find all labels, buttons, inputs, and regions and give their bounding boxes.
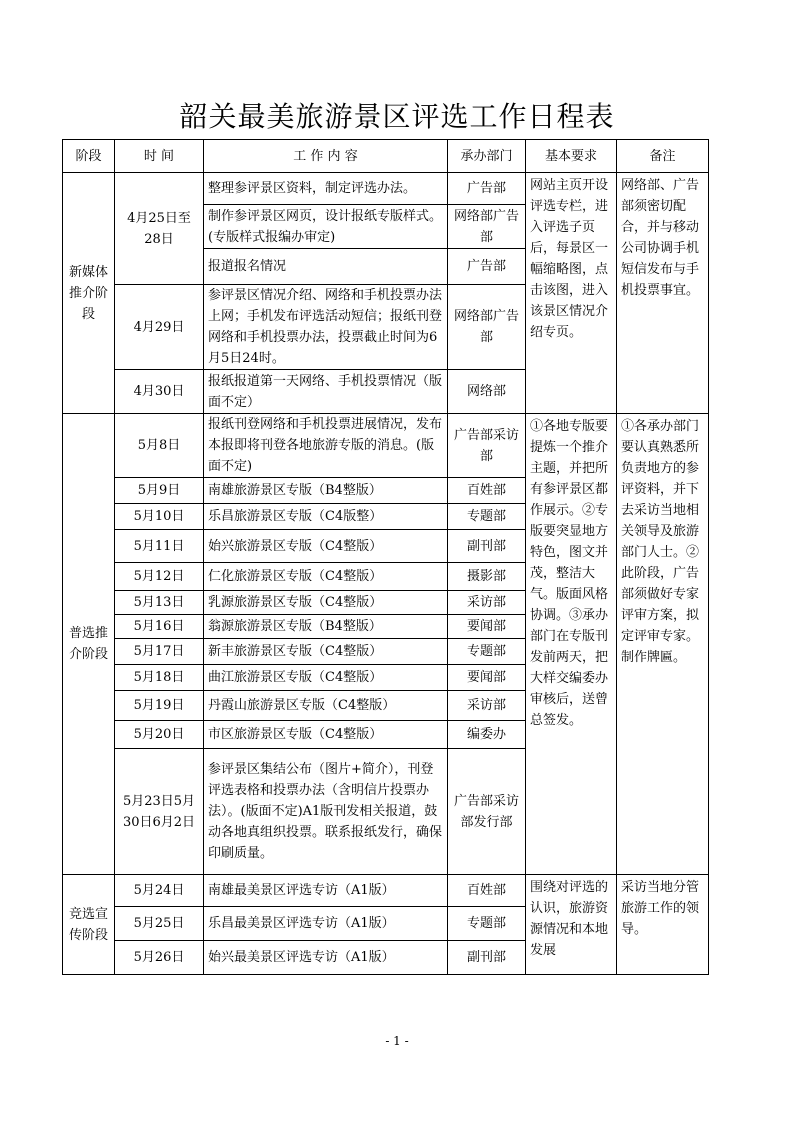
date-cell: 5月12日 xyxy=(115,563,204,591)
dept-cell: 副刊部 xyxy=(448,530,526,563)
requirement-cell: ①各地专版要提炼一个推介主题，并把所有参评景区都作展示。②专版要突显地方特色，图文并茂，整洁大气。版面风格协调。③承办部门在专版刊发前两天，把大样交编委办审核后，送曾总签发。 xyxy=(526,414,617,875)
dept-cell: 百姓部 xyxy=(448,875,526,907)
date-cell: 5月25日 xyxy=(115,907,204,941)
date-cell: 5月17日 xyxy=(115,639,204,665)
content-cell: 始兴旅游景区专版（C4整版） xyxy=(204,530,448,563)
header-remark: 备注 xyxy=(617,140,709,173)
requirement-cell: 网站主页开设评选专栏，进入评选子页后，每景区一幅缩略图，点击该图，进入该景区情况介绍专页。 xyxy=(526,173,617,414)
content-cell: 报纸报道第一天网络、手机投票情况（版面不定） xyxy=(204,370,448,414)
header-content: 工 作 内 容 xyxy=(204,140,448,173)
content-cell: 丹霞山旅游景区专版（C4整版） xyxy=(204,691,448,721)
remark-cell: 采访当地分管旅游工作的领导。 xyxy=(617,875,709,975)
date-cell: 5月9日 xyxy=(115,478,204,504)
header-stage: 阶段 xyxy=(63,140,115,173)
stage-cell: 普选推介阶段 xyxy=(63,414,115,875)
date-cell: 5月13日 xyxy=(115,591,204,615)
header-requirement: 基本要求 xyxy=(526,140,617,173)
dept-cell: 专题部 xyxy=(448,639,526,665)
dept-cell: 摄影部 xyxy=(448,563,526,591)
dept-cell: 网络部广告部 xyxy=(448,285,526,370)
dept-cell: 采访部 xyxy=(448,591,526,615)
content-cell: 翁源旅游景区专版（B4整版） xyxy=(204,615,448,639)
table-row xyxy=(63,173,709,205)
requirement-cell: 围绕对评选的认识，旅游资源情况和本地发展 xyxy=(526,875,617,975)
dept-cell: 网络部广告部 xyxy=(448,205,526,249)
content-cell: 南雄旅游景区专版（B4整版） xyxy=(204,478,448,504)
schedule-table xyxy=(62,139,709,975)
date-cell: 5月16日 xyxy=(115,615,204,639)
date-cell: 4月29日 xyxy=(115,285,204,370)
date-cell: 5月23日5月30日6月2日 xyxy=(115,749,204,875)
date-cell: 5月24日 xyxy=(115,875,204,907)
page-number: - 1 - xyxy=(385,1034,409,1048)
stage-cell: 新媒体推介阶段 xyxy=(63,173,115,414)
content-cell: 报纸刊登网络和手机投票进展情况，发布本报即将刊登各地旅游专版的消息。(版面不定) xyxy=(204,414,448,478)
header-time: 时 间 xyxy=(115,140,204,173)
content-cell: 南雄最美景区评选专访（A1版） xyxy=(204,875,448,907)
content-cell: 参评景区集结公布（图片+简介），刊登评选表格和投票办法（含明信片投票办法）。(版面不定)A1版刊发相关报道，鼓动各地真组织投票。联系报纸发行，确保印刷质量。 xyxy=(204,749,448,875)
content-cell: 仁化旅游景区专版（C4整版） xyxy=(204,563,448,591)
dept-cell: 网络部 xyxy=(448,370,526,414)
content-cell: 曲江旅游景区专版（C4整版） xyxy=(204,665,448,691)
dept-cell: 百姓部 xyxy=(448,478,526,504)
dept-cell: 广告部采访部 xyxy=(448,414,526,478)
remark-cell: 网络部、广告部须密切配合，并与移动公司协调手机短信发布与手机投票事宜。 xyxy=(617,173,709,414)
dept-cell: 要闻部 xyxy=(448,615,526,639)
dept-cell: 广告部采访部发行部 xyxy=(448,749,526,875)
dept-cell: 广告部 xyxy=(448,249,526,285)
date-cell: 5月20日 xyxy=(115,721,204,749)
content-cell: 始兴最美景区评选专访（A1版） xyxy=(204,941,448,975)
table-header-row xyxy=(63,140,709,173)
content-cell: 报道报名情况 xyxy=(204,249,448,285)
content-cell: 乐昌最美景区评选专访（A1版） xyxy=(204,907,448,941)
dept-cell: 专题部 xyxy=(448,907,526,941)
content-cell: 整理参评景区资料，制定评选办法。 xyxy=(204,173,448,205)
stage-cell: 竞选宣传阶段 xyxy=(63,875,115,975)
date-cell: 5月8日 xyxy=(115,414,204,478)
date-cell: 4月25日至28日 xyxy=(115,173,204,285)
date-cell: 5月10日 xyxy=(115,504,204,530)
date-cell: 5月19日 xyxy=(115,691,204,721)
content-cell: 制作参评景区网页，设计报纸专版样式。(专版样式报编办审定) xyxy=(204,205,448,249)
table-row xyxy=(63,414,709,478)
dept-cell: 副刊部 xyxy=(448,941,526,975)
date-cell: 5月18日 xyxy=(115,665,204,691)
document-title: 韶关最美旅游景区评选工作日程表 xyxy=(179,100,615,133)
date-cell: 4月30日 xyxy=(115,370,204,414)
content-cell: 参评景区情况介绍、网络和手机投票办法上网；手机发布评选活动短信；报纸刊登网络和手机投票办法，投票截止时间为6月5日24时。 xyxy=(204,285,448,370)
content-cell: 乳源旅游景区专版（C4整版） xyxy=(204,591,448,615)
dept-cell: 广告部 xyxy=(448,173,526,205)
content-cell: 乐昌旅游景区专版（C4版整） xyxy=(204,504,448,530)
content-cell: 新丰旅游景区专版（C4整版） xyxy=(204,639,448,665)
remark-cell: ①各承办部门要认真熟悉所负责地方的参评资料，并下去采访当地相关领导及旅游部门人士。②此阶段，广告部须做好专家评审方案，拟定评审专家。制作牌匾。 xyxy=(617,414,709,875)
dept-cell: 要闻部 xyxy=(448,665,526,691)
header-dept: 承办部门 xyxy=(448,140,526,173)
date-cell: 5月11日 xyxy=(115,530,204,563)
date-cell: 5月26日 xyxy=(115,941,204,975)
dept-cell: 编委办 xyxy=(448,721,526,749)
dept-cell: 采访部 xyxy=(448,691,526,721)
table-row xyxy=(63,875,709,907)
dept-cell: 专题部 xyxy=(448,504,526,530)
content-cell: 市区旅游景区专版（C4整版） xyxy=(204,721,448,749)
